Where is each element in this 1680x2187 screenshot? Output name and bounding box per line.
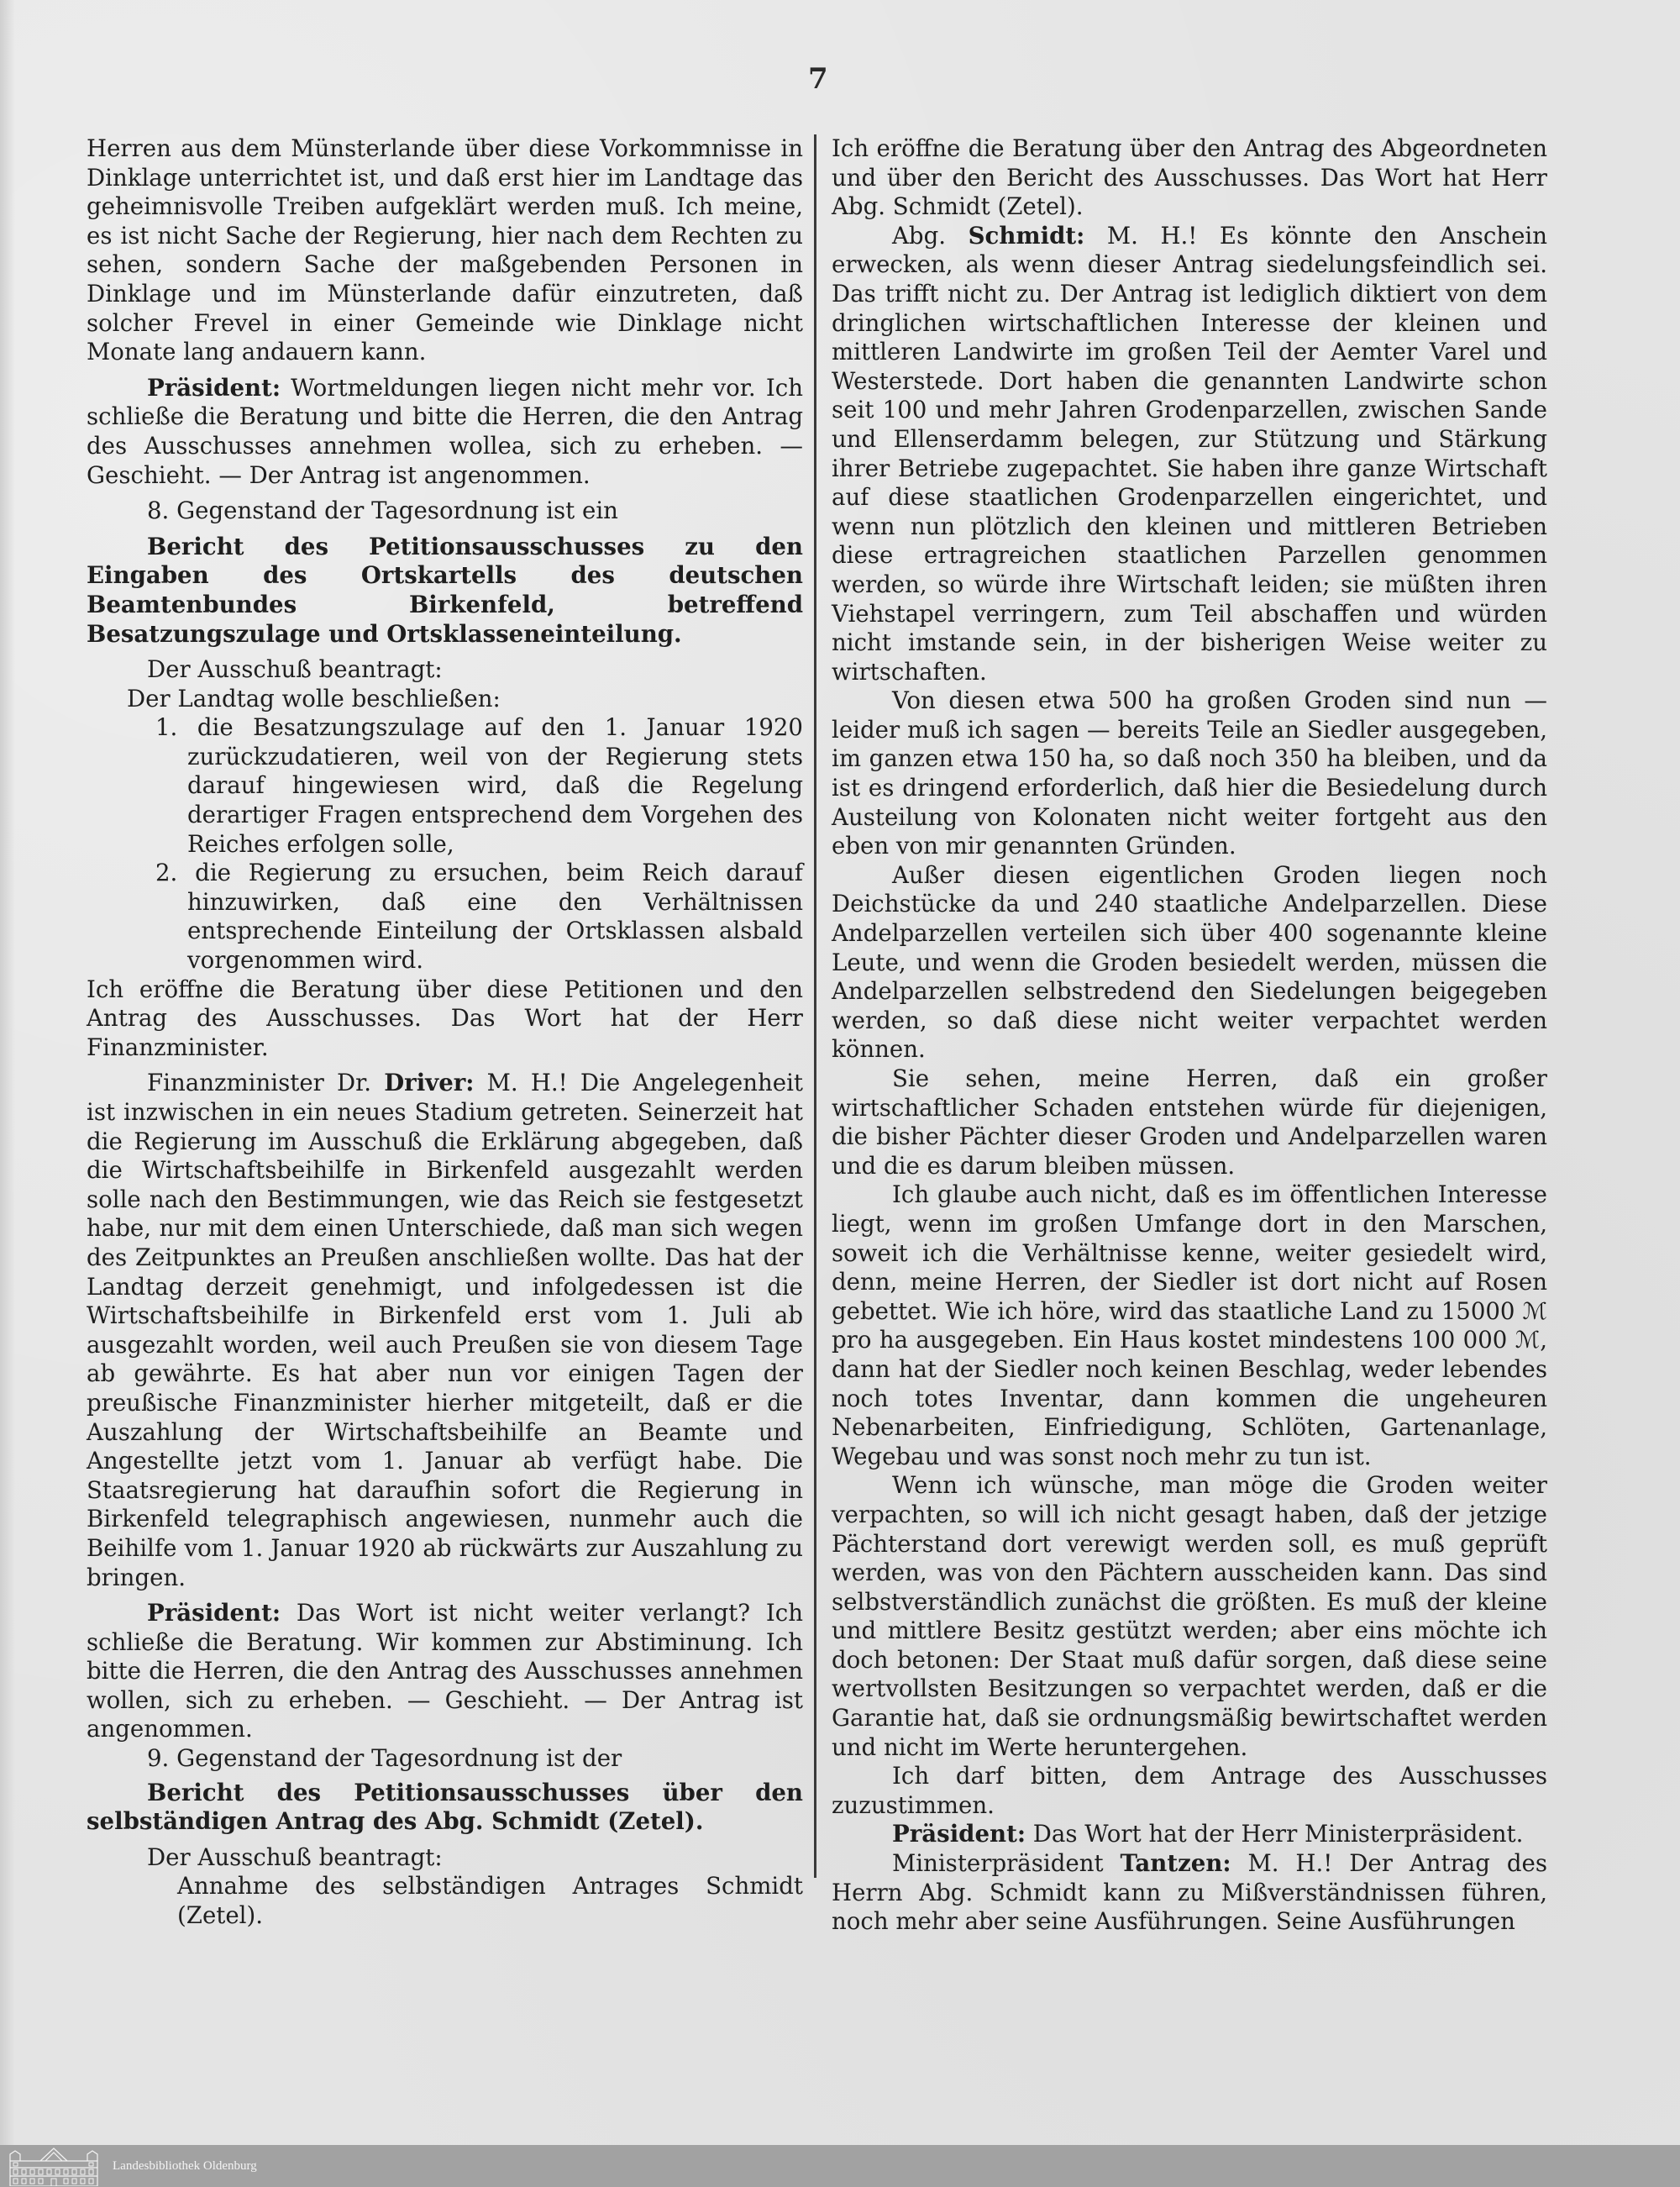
paragraph: Ich glaube auch nicht, daß es im öffentlichen Interesse liegt, wenn im großen Umfange dort in den Marschen, soweit ich die Verhältnisse kenne, weiter gesiedelt wird, denn, meine Herren, der Siedler ist dort nicht auf Rosen gebettet. Wie ich höre, wird das staatliche Land zu 15000 ℳ pro ha ausgegeben. Ein Haus kostet mindestens 100 000 ℳ, dann hat der Siedler noch keinen Beschlag, weder lebendes noch totes Inventar, dann kommen die ungeheuren Nebenarbeiten, Einfriedigung, Schlöten, Gartenanlage, Wegebau und was sonst noch mehr zu tun ist. xyxy=(832,1180,1547,1470)
open-debate: Ich eröffne die Beratung über diese Petitionen und den Antrag des Ausschusses. Das Wort hat der Herr Finanzminister. xyxy=(87,975,803,1061)
resolution-item-2: 2. die Regierung zu ersuchen, beim Reich darauf hinzuwirken, daß eine den Verhältnissen entsprechende Einteilung der Ortsklassen alsbald vorgenommen wird. xyxy=(155,859,803,975)
paragraph: Von diesen etwa 500 ha großen Groden sind nun — leider muß ich sagen — bereits Teile an Siedler ausgegeben, im ganzen etwa 150 ha, so daß noch 350 ha bleiben, und da ist es dringend erforderlich, daß hier die Besiedelung durch Austeilung von Kolonaten nicht weiter fortgeht aus den eben von mir genannten Gründen. xyxy=(832,686,1547,860)
committee-moves: Der Ausschuß beantragt: xyxy=(147,655,443,684)
library-name: Landesbibliothek Oldenburg xyxy=(113,2158,257,2173)
paragraph: Ich darf bitten, dem Antrage des Ausschusses zuzustimmen. xyxy=(832,1762,1547,1819)
speaker-name: Schmidt: xyxy=(968,221,1085,250)
president-statement xyxy=(87,1599,803,1744)
speech-text: Das Wort hat der Herr Ministerpräsident. xyxy=(1026,1820,1524,1848)
paragraph: Außer diesen eigentlichen Groden liegen noch Deichstücke da und 240 staatliche Andelparzellen. Diese Andelparzellen verteilen sich über 400 sogenannte kleine Leute, und wenn die Groden besiedelt werden, müssen die Andelparzellen selbstredend den Siedelungen beigegeben werden, so daß diese nicht weiter verpachtet werden können. xyxy=(832,860,1547,1064)
paragraph: Sie sehen, meine Herren, daß ein großer wirtschaftlicher Schaden entstehen würde für diejenigen, die bisher Pächter dieser Groden und Andelparzellen waren und die es darum bleiben müssen. xyxy=(832,1065,1547,1180)
speaker-title: Finanzminister Dr. xyxy=(147,1069,385,1097)
speaker-title: Ministerpräsident xyxy=(892,1849,1121,1878)
open-debate: Ich eröffne die Beratung über den Antrag des Abgeordneten und über den Bericht des Ausschusses. Das Wort hat Herr Abg. Schmidt (Zetel). xyxy=(832,134,1547,221)
speech-text: M. H.! Es könnte den Anschein erwecken, als wenn dieser Antrag siedelungsfeindlich sei. Das trifft nicht zu. Der Antrag ist lediglich diktiert von dem dringlichen wirtschaftlichen Interesse der kleinen und mittleren Landwirte im großen Teil der Aemter Varel und Westerstede. Dort haben die genannten Landwirte schon seit 100 und mehr Jahren Grodenparzellen, zwischen Sande und Ellenserdamm belegen, zur Stützung und Stärkung ihrer Betriebe zugepachtet. Sie haben ihre ganze Wirtschaft auf diese staatlichen Grodenparzellen eingerichtet, und wenn nun plötzlich den kleinen und mittleren Betrieben diese ertragreichen staatlichen Parzellen genommen werden, so würde ihre Wirtschaft leiden; sie müßten ihren Viehstapel verringern, zum Teil abschaffen und würden nicht imstande sein, in der bisherigen Weise weiter zu wirtschaften. xyxy=(832,221,1547,686)
president-statement xyxy=(87,374,803,490)
acceptance-motion: Annahme des selbständigen Antrages Schmidt (Zetel). xyxy=(177,1872,803,1930)
section-heading-9: Bericht des Petitionsausschusses über den selbständigen Antrag des Abg. Schmidt (Zetel). xyxy=(87,1778,803,1836)
page-edge-shadow xyxy=(0,0,15,2145)
landtag-resolve: Der Landtag wolle beschließen: xyxy=(127,684,501,712)
page-number: 7 xyxy=(808,62,828,96)
speaker-name: Tantzen: xyxy=(1120,1849,1231,1878)
column-divider xyxy=(814,134,816,1878)
speaker-name: Driver: xyxy=(384,1069,475,1097)
finance-minister-speech xyxy=(87,1069,803,1592)
speaker-name: Präsident: xyxy=(147,373,281,402)
speaker-name: Präsident: xyxy=(892,1820,1026,1848)
speech-text: Wortmeldungen liegen nicht mehr vor. Ich schließe die Beratung und bitte die Herren, die den Antrag des Ausschusses annehmen wollea, sich zu erheben. — Geschieht. — Der Antrag ist angenommen. xyxy=(87,373,803,489)
speech-text: Das Wort ist nicht weiter verlangt? Ich schließe die Beratung. Wir kommen zur Abstiminung. Ich bitte die Herren, die den Antrag des Ausschusses annehmen wollen, sich zu erheben. — Geschieht. — Der Antrag ist angenommen. xyxy=(87,1599,803,1743)
minister-president-speech xyxy=(832,1849,1547,1937)
agenda-item-8: 8. Gegenstand der Tagesordnung ist ein xyxy=(147,497,618,525)
section-heading-8: Bericht des Petitionsausschusses zu den Eingaben des Ortskartells des deutschen Beamtenbundes Birkenfeld, betreffend Besatzungszulage und Ortsklasseneinteilung. xyxy=(87,532,803,648)
library-building-icon xyxy=(7,2146,101,2186)
paragraph: Wenn ich wünsche, man möge die Groden weiter verpachten, so will ich nicht gesagt haben, daß der jetzige Pächterstand dort verewigt werden soll, es muß geprüft werden, was von den Pächtern ausscheiden kann. Das sind selbstverständlich zunächst die größten. Es muß der kleine und mittlere Besitz gestützt werden; aber eins möchte ich doch betonen: Der Staat muß dafür sorgen, daß diese seine wertvollsten Besitzungen so verpachtet werden, daß er die Garantie hat, daß sie ordnungsmäßig bewirtschaftet werden und nicht im Werte heruntergehen. xyxy=(832,1471,1547,1761)
agenda-item-9: 9. Gegenstand der Tagesordnung ist der xyxy=(147,1744,622,1773)
speaker-title: Abg. xyxy=(892,221,969,250)
speech-text: M. H.! Die Angelegenheit ist inzwischen in ein neues Stadium getreten. Seinerzeit hat die Regierung im Ausschuß die Erklärung abgegeben, daß die Wirtschaftsbeihilfe in Birkenfeld ausgezahlt werden solle nach den Bestimmungen, wie das Reich sie festgesetzt habe, nur mit dem einen Unterschiede, daß man sich wegen des Zeitpunktes an Preußen anschließen wollte. Das hat der Landtag derzeit genehmigt, und infolgedessen ist die Wirtschaftsbeihilfe in Birkenfeld erst vom 1. Juli ab ausgezahlt worden, weil auch Preußen sie von diesem Tage ab gewährte. Es hat aber nun vor einigen Tagen der preußische Finanzminister hierher mitgeteilt, daß er die Auszahlung der Wirtschaftsbeihilfe an Beamte und Angestellte jetzt vom 1. Januar ab verfügt habe. Die Staatsregierung hat daraufhin sofort die Regierung in Birkenfeld telegraphisch angewiesen, nunmehr auch die Beihilfe vom 1. Januar 1920 ab rückwärts zur Auszahlung zu bringen. xyxy=(87,1069,803,1591)
right-column xyxy=(832,134,1547,1937)
president-statement xyxy=(832,1820,1547,1849)
committee-moves: Der Ausschuß beantragt: xyxy=(147,1843,443,1871)
resolution-item-1: 1. die Besatzungszulage auf den 1. Januar 1920 zurückzudatieren, weil von der Regierung stets darauf hingewiesen wird, daß die Regelung derartiger Fragen entsprechend dem Vorgehen des Reiches erfolgen solle, xyxy=(155,713,803,858)
schmidt-speech xyxy=(832,222,1547,687)
speech-text: M. H.! Der Antrag des Herrn Abg. Schmidt kann zu Mißverständnissen führen, noch mehr aber seine Ausführungen. Seine Ausführungen xyxy=(832,1849,1547,1936)
paragraph: Herren aus dem Münsterlande über diese Vorkommnisse in Dinklage unterrichtet ist, und daß erst hier im Landtage das geheimnisvolle Treiben aufgeklärt werden muß. Ich meine, es ist nicht Sache der Regierung, hier nach dem Rechten zu sehen, sondern Sache der maßgebenden Personen in Dinklage und im Münsterlande dafür einzutreten, daß solcher Frevel in einer Gemeinde wie Dinklage nicht Monate lang andauern kann. xyxy=(87,134,803,366)
left-column xyxy=(87,134,803,1931)
library-footer-bar xyxy=(0,2145,1680,2187)
speaker-name: Präsident: xyxy=(147,1599,281,1627)
